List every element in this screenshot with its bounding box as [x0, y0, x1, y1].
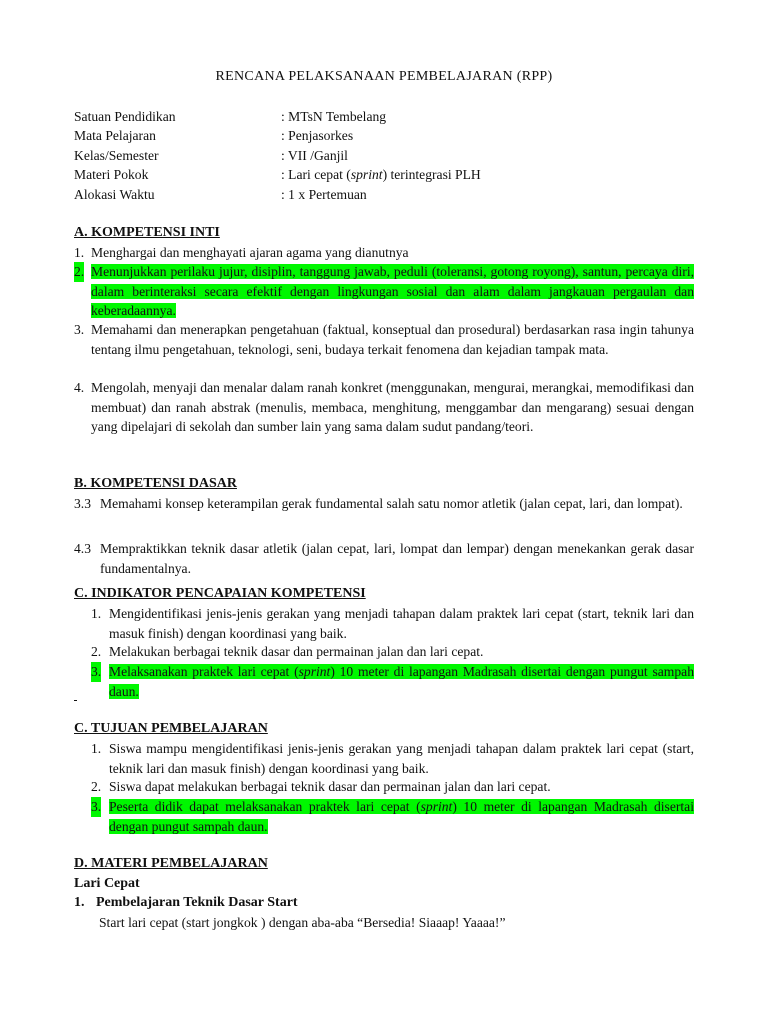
identity-row-mapel: [74, 126, 694, 146]
identity-label: Alokasi Waktu: [74, 187, 155, 202]
identity-label: Satuan Pendidikan: [74, 109, 176, 124]
materi-subheading: Lari Cepat: [74, 876, 140, 891]
identity-value: : 1 x Pertemuan: [281, 187, 367, 202]
item-text: Memahami konsep keterampilan gerak fundamental salah satu nomor atletik (jalan cepat, lari, dan lompat).: [100, 496, 683, 511]
identity-row-satuan: [74, 107, 694, 127]
item-text: Menghargai dan menghayati ajaran agama yang dianutnya: [91, 245, 409, 260]
item-number: 1.: [74, 895, 85, 910]
item-text: Siswa dapat melakukan berbagai teknik dasar dan permainan jalan dan lari cepat.: [109, 779, 551, 794]
item-text: Menunjukkan perilaku jujur, disiplin, tanggung jawab, peduli (toleransi, gotong royong), santun, percaya diri, dalam berinteraksi secara efektif dengan lingkungan sosial dan alam dalam jangkauan pergaulan dan keberadaannya.: [91, 264, 694, 318]
item-text: Memahami dan menerapkan pengetahuan (faktual, konseptual dan prosedural) berdasarkan rasa ingin tahunya tentang ilmu pengetahuan, teknologi, seni, budaya terkait fenomena dan kejadian tampak mata.: [91, 322, 694, 357]
section-heading-kd: B. KOMPETENSI DASAR: [74, 476, 237, 491]
ki-item-4: [74, 378, 694, 437]
ki-item-1: [74, 243, 694, 263]
identity-label: Mata Pelajaran: [74, 128, 156, 143]
ki-item-2: [74, 262, 694, 321]
materi-point-text: Start lari cepat (start jongkok ) dengan aba-aba “Bersedia! Siaaap! Yaaaa!”: [99, 915, 506, 930]
kd-item-4-3: [74, 539, 694, 578]
item-number: 1.: [91, 741, 102, 756]
item-text: Mengolah, menyaji dan menalar dalam ranah konkret (menggunakan, mengurai, merangkai, memodifikasi dan membuat) dan ranah abstrak (menulis, membaca, menghitung, menggambar dan mengarang) sesuai dengan yang dipelajari di sekolah dan sumber lain yang sama dalam sudut pandang/teori.: [91, 380, 694, 434]
item-number: 2.: [91, 779, 102, 794]
section-heading-materi: D. MATERI PEMBELAJARAN: [74, 856, 268, 871]
indikator-item-3: [91, 662, 694, 701]
item-text: Melaksanakan praktek lari cepat (sprint) 10 meter di lapangan Madrasah disertai dengan pungut sampah daun.: [109, 664, 694, 699]
identity-value: : Penjasorkes: [281, 128, 354, 143]
section-heading-tujuan: C. TUJUAN PEMBELAJARAN: [74, 721, 268, 736]
identity-value: : Lari cepat (sprint) terintegrasi PLH: [281, 167, 481, 182]
item-number: 2.: [74, 262, 84, 282]
identity-value: : MTsN Tembelang: [281, 109, 387, 124]
item-number: 3.: [74, 322, 85, 337]
indikator-item-1: [91, 604, 694, 643]
tujuan-item-1: [91, 739, 694, 778]
item-number: 4.3: [74, 541, 91, 556]
identity-label: Materi Pokok: [74, 167, 149, 182]
ki-item-3: [74, 320, 694, 359]
tujuan-item-2: [91, 777, 694, 797]
item-number: 3.3: [74, 496, 91, 511]
item-text: Melakukan berbagai teknik dasar dan permainan jalan dan lari cepat.: [109, 644, 484, 659]
tujuan-item-3: [91, 797, 694, 836]
item-number: 1.: [74, 245, 85, 260]
materi-point-title: [74, 893, 298, 913]
item-number: 4.: [74, 380, 85, 395]
item-text: Mempraktikkan teknik dasar atletik (jalan cepat, lari, lompat dan lempar) dengan menekankan gerak dasar fundamentalnya.: [100, 541, 694, 576]
section-heading-indikator: C. INDIKATOR PENCAPAIAN KOMPETENSI: [74, 586, 366, 601]
identity-value: : VII /Ganjil: [281, 148, 348, 163]
kd-item-3-3: [74, 494, 694, 514]
item-number: 2.: [91, 644, 102, 659]
identity-row-alokasi: [74, 185, 694, 205]
identity-row-materi: [74, 165, 694, 185]
item-text: Peserta didik dapat melaksanakan praktek lari cepat (sprint) 10 meter di lapangan Madrasah disertai dengan pungut sampah daun.: [109, 799, 694, 834]
item-text: Siswa mampu mengidentifikasi jenis-jenis gerakan yang menjadi tahapan dalam praktek lari cepat (start, teknik lari dan masuk finish) dengan koordinasi yang baik.: [109, 741, 694, 776]
item-number: 1.: [91, 606, 102, 621]
document-title: RENCANA PELAKSANAAN PEMBELAJARAN (RPP): [215, 69, 553, 84]
point-title-text: Pembelajaran Teknik Dasar Start: [96, 895, 298, 910]
stray-dash: [74, 700, 77, 701]
item-number: 3.: [91, 797, 101, 817]
identity-row-kelas: [74, 146, 694, 166]
item-number: 3.: [91, 662, 101, 682]
item-text: Mengidentifikasi jenis-jenis gerakan yang menjadi tahapan dalam praktek lari cepat (start, teknik lari dan masuk finish) dengan koordinasi yang baik.: [109, 606, 694, 641]
identity-label: Kelas/Semester: [74, 148, 159, 163]
section-heading-ki: A. KOMPETENSI INTI: [74, 225, 220, 240]
indikator-item-2: [91, 642, 694, 662]
